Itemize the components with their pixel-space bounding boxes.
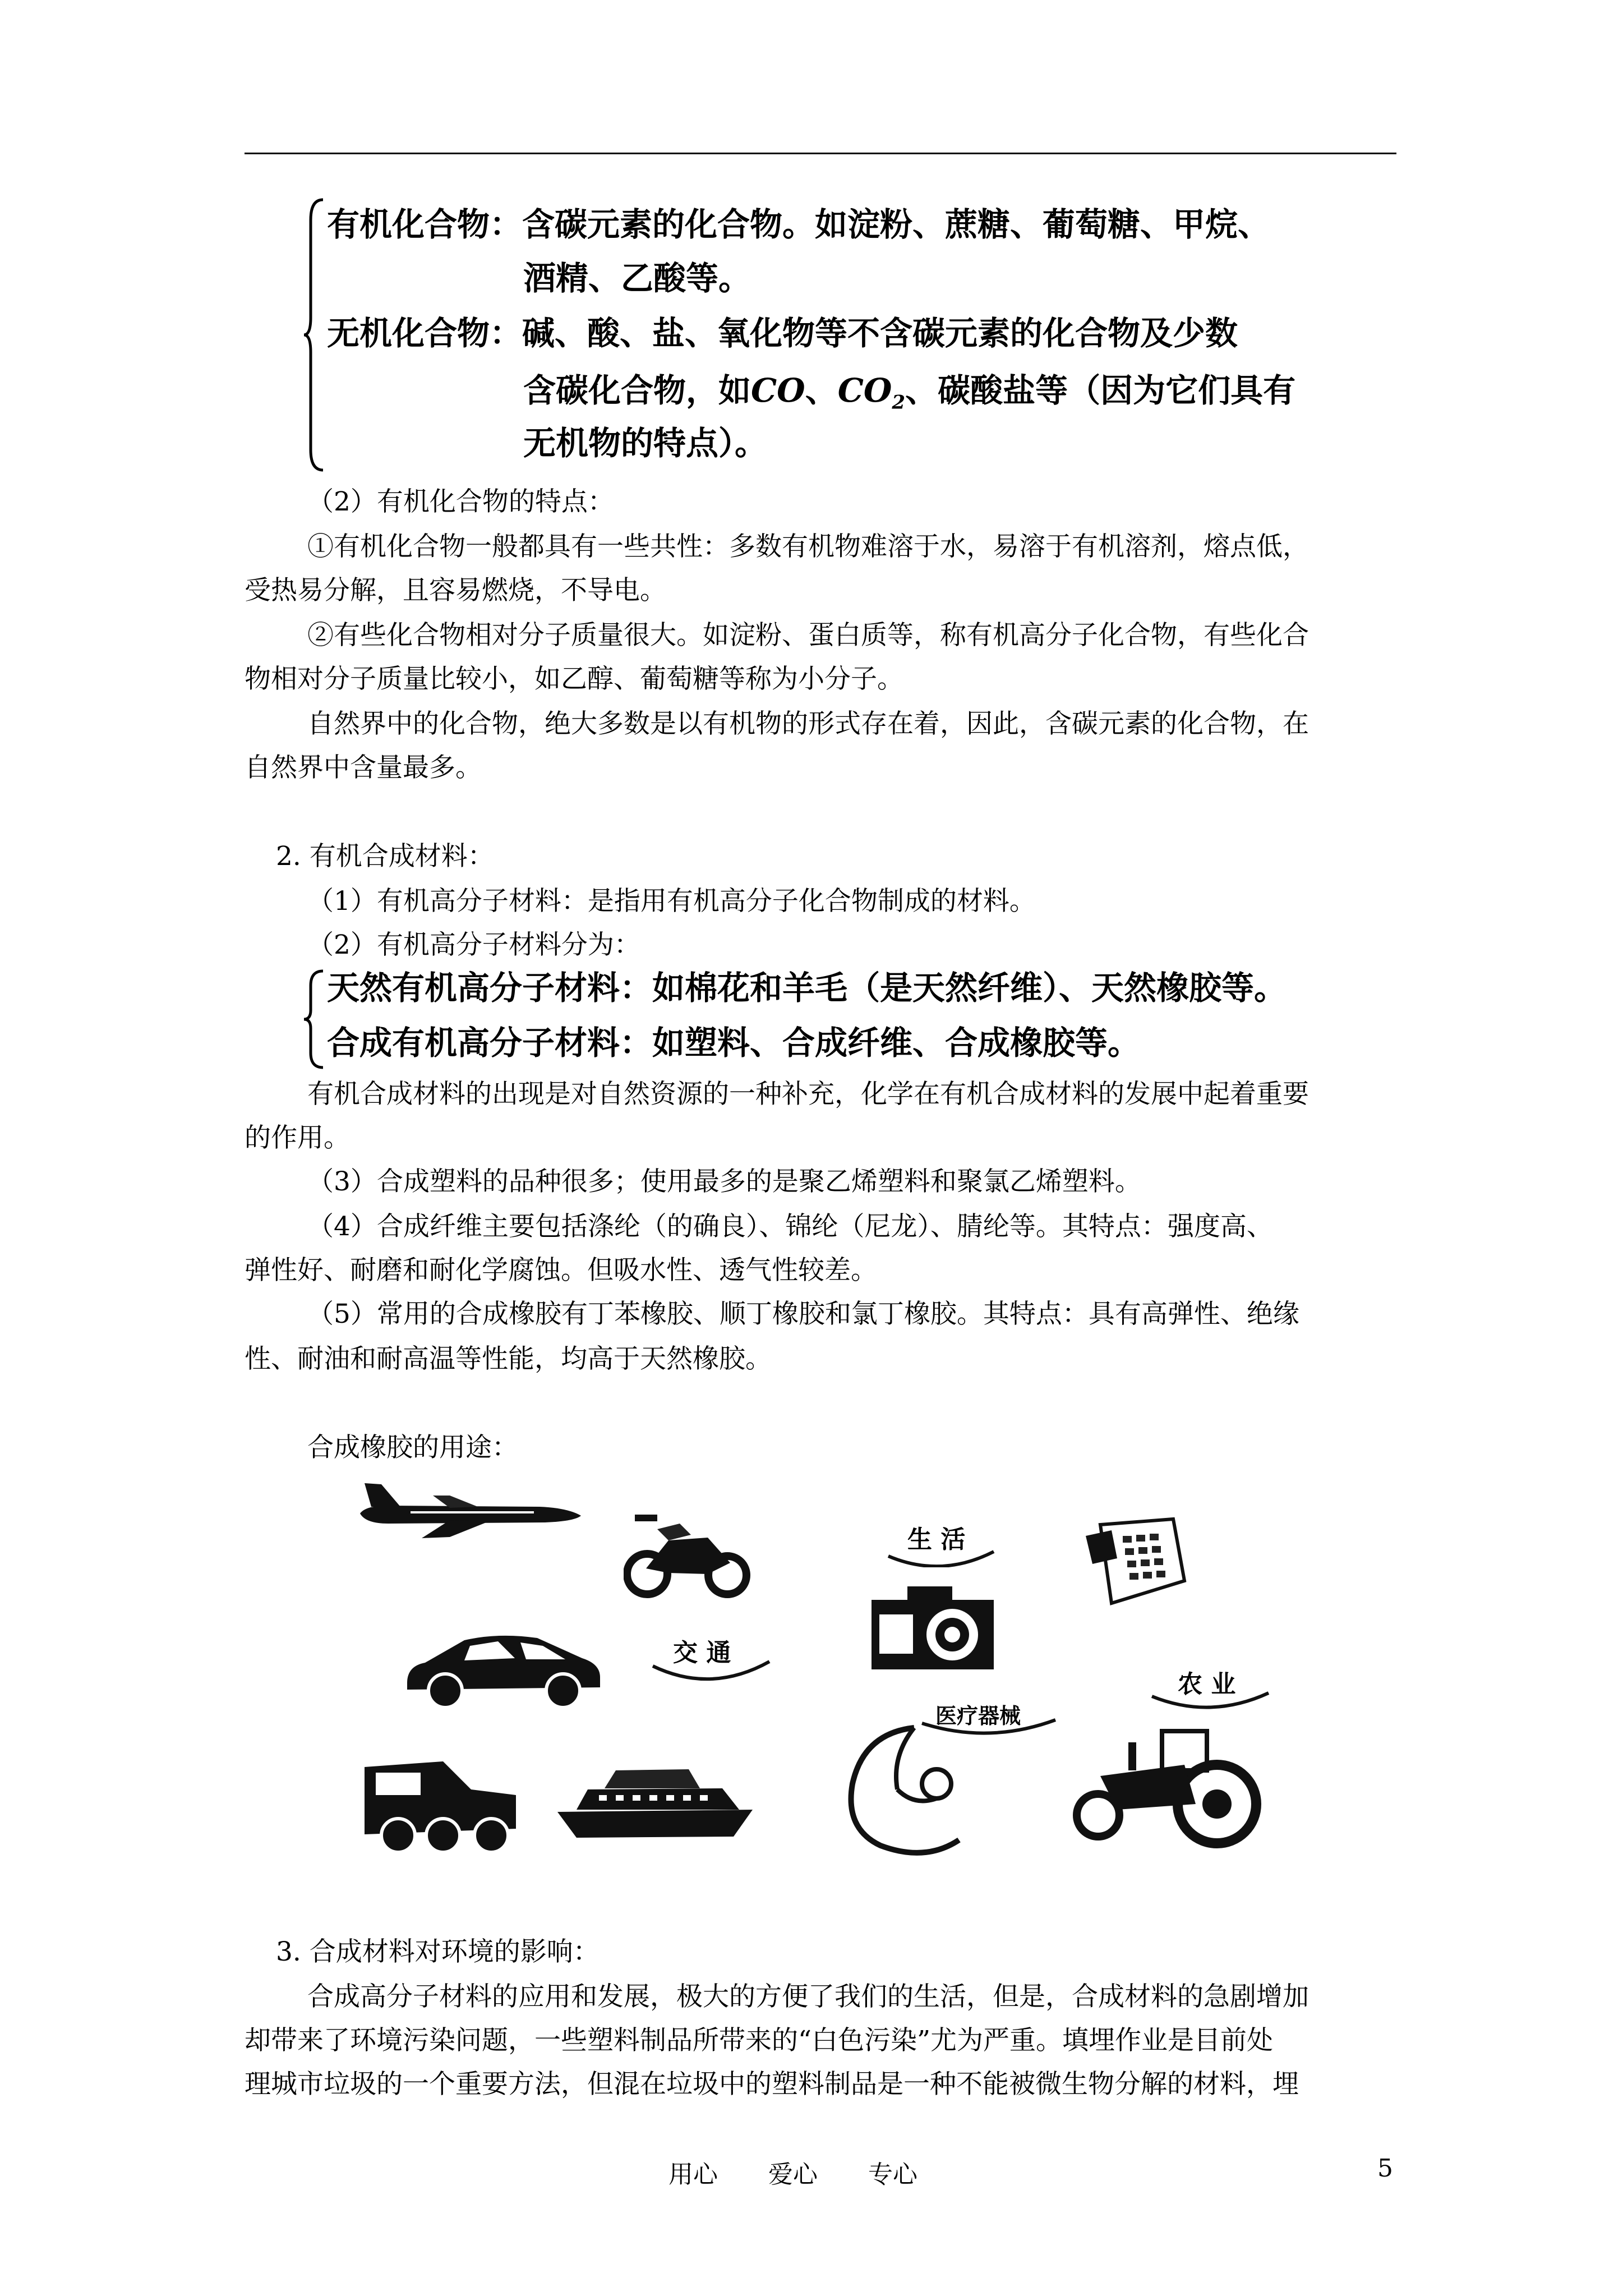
tractor-image [1067, 1720, 1269, 1851]
page-number: 5 [1377, 2154, 1393, 2183]
section2-item4-line1: （4）合成纤维主要包括涤纶（的确良）、锦纶（尼龙）、腈纶等。其特点：强度高、 [307, 1211, 1273, 1242]
section2-heading: 2. 有机合成材料： [276, 841, 494, 872]
footer-word-2: 爱心 [768, 2160, 818, 2189]
section2-item1: （1）有机高分子材料：是指用有机高分子化合物制成的材料。 [307, 886, 1036, 917]
footer-word-3: 专心 [868, 2160, 917, 2189]
section2-item2: （2）有机高分子材料分为： [307, 930, 640, 960]
inorganic-line2-suffix: 、碳酸盐等（因为它们具有 [905, 371, 1296, 409]
airplane-image [354, 1479, 584, 1543]
section2-paragraph-line2: 的作用。 [245, 1122, 350, 1153]
section2-item3: （3）合成塑料的品种很多；使用最多的是聚乙烯塑料和聚氯乙烯塑料。 [307, 1166, 1141, 1197]
inorganic-definition-line3: 无机物的特点）。 [523, 424, 768, 462]
label-agriculture: 农 业 [1178, 1670, 1236, 1699]
header-rule [245, 153, 1396, 154]
organic-row [327, 203, 1270, 246]
inorganic-line2-prefix: 含碳化合物，如 [523, 371, 751, 409]
features-heading: （2）有机化合物的特点： [307, 486, 614, 517]
calculator-document-image [1078, 1513, 1190, 1611]
motorcycle-image [624, 1507, 753, 1604]
separator: 、 [805, 371, 838, 409]
car-image [403, 1627, 605, 1713]
formula-co2 [837, 371, 906, 414]
features-p3-line1: 自然界中的化合物，绝大多数是以有机物的形式存在着，因此，含碳元素的化合物，在 [307, 708, 1309, 739]
footer-word-1: 用心 [668, 2160, 718, 2189]
section2-paragraph-line1: 有机合成材料的出现是对自然资源的一种补充，化学在有机合成材料的发展中起着重要 [307, 1079, 1309, 1110]
ship-image [554, 1756, 756, 1842]
label-traffic: 交 通 [673, 1639, 731, 1667]
stethoscope-image [830, 1722, 987, 1870]
features-p3-line2: 自然界中含量最多。 [245, 752, 482, 783]
inorganic-definition-line1: 碱、酸、盐、氧化物等不含碳元素的化合物及少数 [522, 314, 1238, 352]
formula-co2-subscript: 2 [892, 391, 906, 414]
section3-line3: 理城市垃圾的一个重要方法，但混在垃圾中的塑料制品是一种不能被微生物分解的材料，埋 [245, 2069, 1299, 2100]
section3-line1: 合成高分子材料的应用和发展，极大的方便了我们的生活，但是，合成材料的急剧增加 [307, 1981, 1309, 2012]
camera-image [868, 1583, 997, 1675]
features-p1-line1: ①有机化合物一般都具有一些共性：多数有机物难溶于水，易溶于有机溶剂，熔点低， [307, 531, 1309, 562]
materials-brace [303, 969, 325, 1072]
section3-line2: 却带来了环境污染问题，一些塑料制品所带来的“白色污染”尤为严重。填埋作业是目前处 [245, 2025, 1274, 2056]
features-p1-line2: 受热易分解，且容易燃烧，不导电。 [245, 575, 666, 606]
section2-item5-line1: （5）常用的合成橡胶有丁苯橡胶、顺丁橡胶和氯丁橡胶。其特点：具有高弹性、绝缘 [307, 1299, 1299, 1329]
inorganic-definition-line2 [523, 369, 1295, 424]
label-medical: 医疗器械 [935, 1704, 1021, 1728]
features-p2-line2: 物相对分子质量比较小，如乙醇、葡萄糖等称为小分子。 [245, 664, 903, 694]
inorganic-row [327, 312, 1238, 355]
label-life: 生 活 [907, 1525, 966, 1554]
organic-label: 有机化合物： [327, 205, 523, 243]
classification-brace [303, 197, 325, 475]
natural-polymer-materials: 天然有机高分子材料：如棉花和羊毛（是天然纤维）、天然橡胶等。 [327, 969, 1287, 1007]
formula-co: CO [751, 371, 805, 409]
features-p2-line1: ②有些化合物相对分子质量很大。如淀粉、蛋白质等，称有机高分子化合物，有些化合 [307, 620, 1309, 651]
organic-definition-line2: 酒精、乙酸等。 [523, 259, 751, 297]
section3-heading: 3. 合成材料对环境的影响： [276, 1936, 600, 1967]
synthetic-polymer-materials: 合成有机高分子材料：如塑料、合成纤维、合成橡胶等。 [327, 1024, 1141, 1062]
inorganic-label: 无机化合物： [327, 314, 523, 352]
organic-definition-line1: 含碳元素的化合物。如淀粉、蔗糖、葡萄糖、甲烷、 [522, 205, 1271, 243]
section2-item4-line2: 弹性好、耐磨和耐化学腐蚀。但吸水性、透气性较差。 [245, 1255, 877, 1286]
section2-item5-line2: 性、耐油和耐高温等性能，均高于天然橡胶。 [245, 1343, 772, 1374]
truck-image [359, 1745, 522, 1859]
formula-co2-base: CO [837, 371, 892, 409]
rubber-uses-label: 合成橡胶的用途： [307, 1432, 518, 1463]
